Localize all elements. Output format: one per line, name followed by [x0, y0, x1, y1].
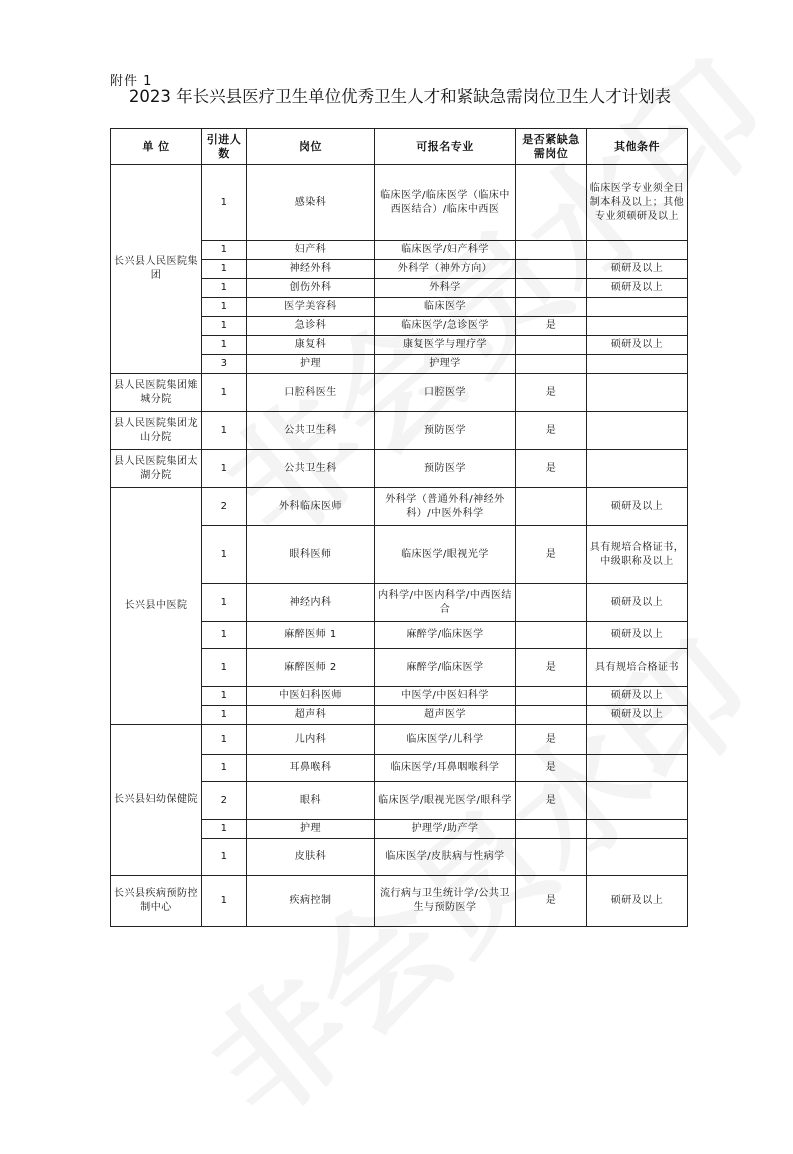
- other-cell: [587, 782, 688, 820]
- count-cell: 1: [202, 450, 247, 488]
- table-header-row: [111, 129, 688, 165]
- urgent-cell: 是: [516, 317, 587, 336]
- count-cell: 1: [202, 526, 247, 584]
- post-cell: 眼科: [247, 782, 375, 820]
- major-cell: 外科学: [375, 279, 516, 298]
- urgent-cell: [516, 355, 587, 374]
- urgent-cell: [516, 165, 587, 241]
- count-cell: 1: [202, 687, 247, 706]
- post-cell: 感染科: [247, 165, 375, 241]
- urgent-cell: 是: [516, 725, 587, 755]
- other-cell: 硕研及以上: [587, 336, 688, 355]
- other-cell: [587, 241, 688, 260]
- post-cell: 公共卫生科: [247, 450, 375, 488]
- table-row: [111, 374, 688, 412]
- post-cell: 麻醉医师 1: [247, 622, 375, 649]
- count-cell: 2: [202, 488, 247, 526]
- other-cell: 硕研及以上: [587, 260, 688, 279]
- other-cell: 临床医学专业须全日制本科及以上；其他专业须硕研及以上: [587, 165, 688, 241]
- table-row: [111, 412, 688, 450]
- other-cell: [587, 450, 688, 488]
- recruitment-plan-table: [110, 128, 688, 927]
- attachment-label: 附件 1: [110, 74, 153, 89]
- count-cell: 1: [202, 412, 247, 450]
- table-row: [111, 876, 688, 927]
- post-cell: 中医妇科医师: [247, 687, 375, 706]
- unit-cell: 县人民医院集团龙山分院: [111, 412, 202, 450]
- major-cell: 康复医学与理疗学: [375, 336, 516, 355]
- major-cell: 临床医学/临床医学（临床中西医结合）/临床中西医: [375, 165, 516, 241]
- other-cell: 具有规培合格证书，中级职称及以上: [587, 526, 688, 584]
- post-cell: 创伤外科: [247, 279, 375, 298]
- other-cell: 硕研及以上: [587, 279, 688, 298]
- urgent-cell: 是: [516, 450, 587, 488]
- post-cell: 妇产科: [247, 241, 375, 260]
- count-cell: 1: [202, 839, 247, 876]
- urgent-cell: 是: [516, 649, 587, 687]
- count-cell: 1: [202, 755, 247, 782]
- major-cell: 护理学/助产学: [375, 820, 516, 839]
- post-cell: 外科临床医师: [247, 488, 375, 526]
- count-cell: 1: [202, 374, 247, 412]
- post-cell: 耳鼻喉科: [247, 755, 375, 782]
- urgent-cell: 是: [516, 374, 587, 412]
- unit-cell: 县人民医院集团雉城分院: [111, 374, 202, 412]
- urgent-cell: 是: [516, 526, 587, 584]
- unit-cell: 长兴县疾病预防控制中心: [111, 876, 202, 927]
- count-cell: 1: [202, 165, 247, 241]
- post-cell: 护理: [247, 355, 375, 374]
- post-cell: 儿内科: [247, 725, 375, 755]
- post-cell: 疾病控制: [247, 876, 375, 927]
- post-cell: 神经内科: [247, 584, 375, 622]
- urgent-cell: [516, 622, 587, 649]
- urgent-cell: [516, 687, 587, 706]
- other-cell: [587, 755, 688, 782]
- post-cell: 口腔科医生: [247, 374, 375, 412]
- header-count: 引进人数: [202, 129, 247, 165]
- urgent-cell: [516, 279, 587, 298]
- other-cell: 硕研及以上: [587, 876, 688, 927]
- table-row: [111, 165, 688, 241]
- major-cell: 临床医学/儿科学: [375, 725, 516, 755]
- post-cell: 皮肤科: [247, 839, 375, 876]
- other-cell: [587, 412, 688, 450]
- other-cell: 具有规培合格证书: [587, 649, 688, 687]
- other-cell: [587, 725, 688, 755]
- unit-cell: 长兴县人民医院集团: [111, 165, 202, 374]
- major-cell: 临床医学: [375, 298, 516, 317]
- other-cell: 硕研及以上: [587, 687, 688, 706]
- other-cell: 硕研及以上: [587, 706, 688, 725]
- post-cell: 超声科: [247, 706, 375, 725]
- major-cell: 临床医学/急诊医学: [375, 317, 516, 336]
- count-cell: 1: [202, 820, 247, 839]
- post-cell: 眼科医师: [247, 526, 375, 584]
- other-cell: [587, 820, 688, 839]
- count-cell: 1: [202, 649, 247, 687]
- count-cell: 1: [202, 298, 247, 317]
- table-row: [111, 488, 688, 526]
- document-title: 2023 年长兴县医疗卫生单位优秀卫生人才和紧缺急需岗位卫生人才计划表: [128, 87, 672, 106]
- urgent-cell: 是: [516, 876, 587, 927]
- urgent-cell: 是: [516, 412, 587, 450]
- other-cell: [587, 317, 688, 336]
- urgent-cell: [516, 820, 587, 839]
- unit-cell: 长兴县妇幼保健院: [111, 725, 202, 876]
- major-cell: 临床医学/眼视光学: [375, 526, 516, 584]
- other-cell: [587, 839, 688, 876]
- post-cell: 康复科: [247, 336, 375, 355]
- unit-cell: 长兴县中医院: [111, 488, 202, 725]
- post-cell: 公共卫生科: [247, 412, 375, 450]
- major-cell: 临床医学/皮肤病与性病学: [375, 839, 516, 876]
- unit-cell: 县人民医院集团太湖分院: [111, 450, 202, 488]
- urgent-cell: [516, 241, 587, 260]
- major-cell: 临床医学/妇产科学: [375, 241, 516, 260]
- major-cell: 麻醉学/临床医学: [375, 622, 516, 649]
- major-cell: 口腔医学: [375, 374, 516, 412]
- other-cell: 硕研及以上: [587, 584, 688, 622]
- count-cell: 1: [202, 622, 247, 649]
- major-cell: 流行病与卫生统计学/公共卫生与预防医学: [375, 876, 516, 927]
- count-cell: 1: [202, 241, 247, 260]
- post-cell: 神经外科: [247, 260, 375, 279]
- table-row: [111, 725, 688, 755]
- major-cell: 外科学（神外方向）: [375, 260, 516, 279]
- urgent-cell: [516, 336, 587, 355]
- urgent-cell: [516, 706, 587, 725]
- urgent-cell: 是: [516, 782, 587, 820]
- table-body: [111, 165, 688, 927]
- major-cell: 临床医学/眼视光医学/眼科学: [375, 782, 516, 820]
- urgent-cell: [516, 584, 587, 622]
- post-cell: 护理: [247, 820, 375, 839]
- urgent-cell: 是: [516, 755, 587, 782]
- header-major: 可报名专业: [375, 129, 516, 165]
- count-cell: 3: [202, 355, 247, 374]
- count-cell: 1: [202, 317, 247, 336]
- major-cell: 护理学: [375, 355, 516, 374]
- major-cell: 超声医学: [375, 706, 516, 725]
- other-cell: [587, 355, 688, 374]
- urgent-cell: [516, 260, 587, 279]
- count-cell: 1: [202, 876, 247, 927]
- major-cell: 麻醉学/临床医学: [375, 649, 516, 687]
- header-unit: 单 位: [111, 129, 202, 165]
- major-cell: 临床医学/耳鼻咽喉科学: [375, 755, 516, 782]
- table-row: [111, 450, 688, 488]
- post-cell: 急诊科: [247, 317, 375, 336]
- header-post: 岗位: [247, 129, 375, 165]
- urgent-cell: [516, 488, 587, 526]
- major-cell: 外科学（普通外科/神经外科）/中医外科学: [375, 488, 516, 526]
- count-cell: 1: [202, 584, 247, 622]
- header-other: 其他条件: [587, 129, 688, 165]
- post-cell: 麻醉医师 2: [247, 649, 375, 687]
- count-cell: 1: [202, 725, 247, 755]
- major-cell: 中医学/中医妇科学: [375, 687, 516, 706]
- other-cell: 硕研及以上: [587, 488, 688, 526]
- count-cell: 1: [202, 279, 247, 298]
- count-cell: 1: [202, 706, 247, 725]
- urgent-cell: [516, 839, 587, 876]
- major-cell: 预防医学: [375, 450, 516, 488]
- other-cell: [587, 374, 688, 412]
- other-cell: [587, 298, 688, 317]
- post-cell: 医学美容科: [247, 298, 375, 317]
- count-cell: 1: [202, 260, 247, 279]
- other-cell: 硕研及以上: [587, 622, 688, 649]
- count-cell: 2: [202, 782, 247, 820]
- major-cell: 预防医学: [375, 412, 516, 450]
- count-cell: 1: [202, 336, 247, 355]
- urgent-cell: [516, 298, 587, 317]
- header-urgent: 是否紧缺急需岗位: [516, 129, 587, 165]
- major-cell: 内科学/中医内科学/中西医结合: [375, 584, 516, 622]
